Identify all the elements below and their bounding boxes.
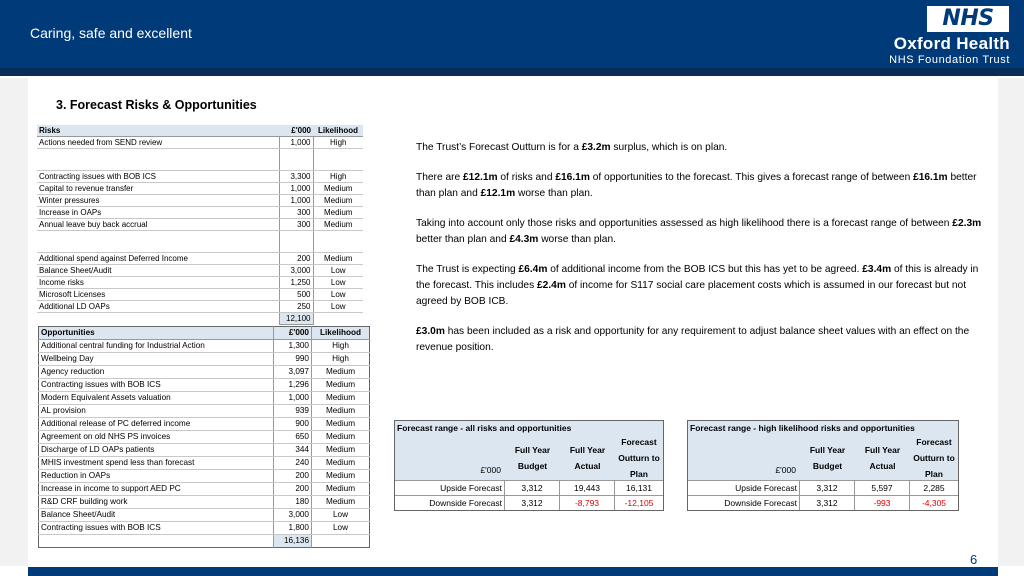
risk-likelihood: High [313, 137, 363, 149]
risks-header-likelihood: Likelihood [313, 125, 363, 137]
opportunity-value: 1,296 [274, 379, 312, 392]
forecast-outturn: -12,105 [624, 498, 654, 508]
table-row [39, 405, 370, 418]
opportunities-header-name: Opportunities [39, 327, 274, 340]
table-row [37, 253, 363, 265]
opportunities-total-row [39, 535, 370, 548]
table-row [37, 171, 363, 183]
risk-likelihood: Medium [313, 183, 363, 195]
risk-name: Contracting issues with BOB ICS [37, 171, 279, 183]
footer-bar [28, 567, 998, 576]
narrative-paragraph: The Trust is expecting £6.4m of additional income from the BOB ICS but this has yet to be agreed. £3.4m of this is already in the forecast. This includes £2.4m of income for S117 social care placement costs which is assumed in our forecast but not agreed by BOB ICB. [416, 264, 979, 307]
risk-likelihood: Medium [313, 195, 363, 207]
table-row [688, 495, 958, 510]
opportunity-value: 3,097 [274, 366, 312, 379]
forecast-all-unit: £'000 [480, 465, 501, 475]
forecast-row-label: Downside Forecast [395, 496, 505, 510]
table-row [37, 195, 363, 207]
opportunity-likelihood: Medium [312, 366, 370, 379]
opportunity-name: Increase in income to support AED PC [39, 483, 274, 496]
table-row [37, 289, 363, 301]
header-stripe [0, 68, 1024, 76]
opportunity-name: Agency reduction [39, 366, 274, 379]
risks-header-unit: £'000 [279, 125, 313, 137]
narrative-paragraph: Taking into account only those risks and opportunities assessed as high likelihood there is a forecast range of between £2.3m better than plan and £4.3m worse than plan. [416, 218, 982, 245]
forecast-row-label: Upside Forecast [395, 481, 505, 495]
opportunity-name: Wellbeing Day [39, 353, 274, 366]
risk-name: Winter pressures [37, 195, 279, 207]
table-row [37, 183, 363, 195]
risk-likelihood: High [313, 171, 363, 183]
table-row [39, 483, 370, 496]
narrative-paragraph: The Trust’s Forecast Outturn is for a £3.2m surplus, which is on plan. [416, 142, 728, 153]
opportunities-table [38, 326, 370, 548]
table-row [37, 207, 363, 219]
risk-name: Income risks [37, 277, 279, 289]
forecast-high-col-actual: Full Year Actual [864, 445, 901, 471]
opportunity-likelihood: High [312, 353, 370, 366]
table-row [37, 231, 363, 253]
opportunities-header-likelihood: Likelihood [312, 327, 370, 340]
table-row [37, 219, 363, 231]
risk-value: 1,250 [279, 277, 313, 289]
table-row [39, 496, 370, 509]
opportunity-likelihood: Low [312, 522, 370, 535]
forecast-high-col-outturn: Forecast Outturn to Plan [913, 437, 955, 479]
table-row [37, 277, 363, 289]
risk-likelihood [313, 149, 363, 171]
risk-value: 1,000 [279, 195, 313, 207]
opportunity-likelihood: Low [312, 509, 370, 522]
risk-name: Additional LD OAPs [37, 301, 279, 313]
opportunity-likelihood: Medium [312, 496, 370, 509]
org-name: Oxford Health [893, 34, 1010, 53]
opportunity-value: 939 [274, 405, 312, 418]
risk-likelihood: Low [313, 265, 363, 277]
opportunity-name: MHIS investment spend less than forecast [39, 457, 274, 470]
opportunity-value: 1,000 [274, 392, 312, 405]
risk-value: 250 [279, 301, 313, 313]
risk-likelihood: Medium [313, 253, 363, 265]
left-margin [0, 78, 28, 566]
opportunity-value: 1,300 [274, 340, 312, 353]
forecast-high-table [687, 420, 959, 511]
opportunity-likelihood: Medium [312, 470, 370, 483]
risk-likelihood: Low [313, 277, 363, 289]
table-row [37, 265, 363, 277]
risk-name [37, 231, 279, 253]
opportunity-likelihood: Medium [312, 431, 370, 444]
risk-value [279, 149, 313, 171]
opportunities-header-row [39, 327, 370, 340]
risk-value: 300 [279, 207, 313, 219]
risk-likelihood: Medium [313, 207, 363, 219]
narrative [416, 140, 986, 370]
forecast-high-header [688, 436, 958, 480]
opportunity-value: 240 [274, 457, 312, 470]
risk-value: 500 [279, 289, 313, 301]
opportunity-likelihood: Medium [312, 444, 370, 457]
opportunity-likelihood: High [312, 340, 370, 353]
opportunity-name: Reduction in OAPs [39, 470, 274, 483]
forecast-all-col-budget: Full Year Budget [514, 445, 551, 471]
table-row [39, 431, 370, 444]
forecast-high-col-budget: Full Year Budget [809, 445, 846, 471]
table-row [39, 444, 370, 457]
risk-name: Balance Sheet/Audit [37, 265, 279, 277]
opportunity-value: 650 [274, 431, 312, 444]
opportunity-name: Agreement on old NHS PS invoices [39, 431, 274, 444]
forecast-high-unit: £'000 [775, 465, 796, 475]
risk-likelihood: Low [313, 301, 363, 313]
risk-likelihood: Low [313, 289, 363, 301]
forecast-budget: 3,312 [505, 496, 560, 510]
forecast-all-col-actual: Full Year Actual [569, 445, 606, 471]
forecast-outturn: 16,131 [626, 483, 652, 493]
opportunity-name: AL provision [39, 405, 274, 418]
narrative-paragraph: £3.0m has been included as a risk and opportunity for any requirement to adjust balance sheet values with an effect on the revenue position. [416, 326, 970, 353]
risk-name: Annual leave buy back accrual [37, 219, 279, 231]
risk-value: 300 [279, 219, 313, 231]
opportunity-value: 900 [274, 418, 312, 431]
forecast-all-col-outturn: Forecast Outturn to Plan [618, 437, 660, 479]
opportunity-value: 180 [274, 496, 312, 509]
forecast-row-label: Downside Forecast [688, 496, 800, 510]
risks-total: 12,100 [279, 313, 313, 325]
opportunity-name: Modern Equivalent Assets valuation [39, 392, 274, 405]
forecast-budget: 3,312 [505, 481, 560, 495]
table-row [39, 392, 370, 405]
forecast-actual: 5,597 [855, 481, 910, 495]
forecast-actual: 19,443 [560, 481, 615, 495]
tagline: Caring, safe and excellent [30, 25, 192, 41]
table-row [395, 495, 663, 510]
risk-value [279, 231, 313, 253]
table-row [39, 340, 370, 353]
forecast-actual: -993 [855, 496, 910, 510]
table-row [39, 379, 370, 392]
forecast-all-table [394, 420, 664, 511]
forecast-budget: 3,312 [800, 481, 855, 495]
opportunity-name: Discharge of LD OAPs patients [39, 444, 274, 457]
table-row [39, 470, 370, 483]
opportunity-name: R&D CRF building work [39, 496, 274, 509]
forecast-all-title: Forecast range - all risks and opportunities [395, 421, 663, 436]
opportunity-name: Contracting issues with BOB ICS [39, 522, 274, 535]
opportunity-name: Additional release of PC deferred income [39, 418, 274, 431]
nhs-logo: NHS [927, 6, 1009, 32]
opportunities-header-unit: £'000 [274, 327, 312, 340]
forecast-outturn: 2,285 [923, 483, 945, 493]
risk-name: Increase in OAPs [37, 207, 279, 219]
forecast-outturn: -4,305 [921, 498, 947, 508]
risks-header-row [37, 125, 363, 137]
table-row [688, 480, 958, 495]
risk-value: 1,000 [279, 183, 313, 195]
forecast-row-label: Upside Forecast [688, 481, 800, 495]
table-row [37, 301, 363, 313]
table-row [39, 353, 370, 366]
table-row [395, 480, 663, 495]
risk-likelihood [313, 231, 363, 253]
opportunity-likelihood: Medium [312, 457, 370, 470]
table-row [37, 149, 363, 171]
risk-value: 3,300 [279, 171, 313, 183]
opportunities-total: 16,136 [274, 535, 312, 548]
opportunity-name: Contracting issues with BOB ICS [39, 379, 274, 392]
table-row [39, 457, 370, 470]
opportunity-value: 990 [274, 353, 312, 366]
risk-value: 1,000 [279, 137, 313, 149]
opportunity-value: 200 [274, 483, 312, 496]
forecast-high-title: Forecast range - high likelihood risks and opportunities [688, 421, 958, 436]
forecast-all-header [395, 436, 663, 480]
risk-name: Additional spend against Deferred Income [37, 253, 279, 265]
narrative-paragraph: There are £12.1m of risks and £16.1m of opportunities to the forecast. This gives a forecast range of between £16.1m better than plan and £12.1m worse than plan. [416, 172, 977, 199]
table-row [37, 137, 363, 149]
opportunity-value: 200 [274, 470, 312, 483]
forecast-actual: -8,793 [560, 496, 615, 510]
opportunity-likelihood: Medium [312, 405, 370, 418]
right-margin [998, 78, 1024, 566]
forecast-budget: 3,312 [800, 496, 855, 510]
table-row [39, 509, 370, 522]
risks-header-name: Risks [37, 125, 279, 137]
risk-name: Capital to revenue transfer [37, 183, 279, 195]
opportunity-likelihood: Medium [312, 379, 370, 392]
opportunity-value: 344 [274, 444, 312, 457]
opportunity-likelihood: Medium [312, 392, 370, 405]
page-number: 6 [970, 552, 978, 567]
opportunity-value: 3,000 [274, 509, 312, 522]
table-row [39, 366, 370, 379]
section-title: 3. Forecast Risks & Opportunities [56, 98, 257, 112]
risk-value: 200 [279, 253, 313, 265]
risk-likelihood: Medium [313, 219, 363, 231]
opportunity-value: 1,800 [274, 522, 312, 535]
table-row [39, 522, 370, 535]
table-row [39, 418, 370, 431]
risk-name [37, 149, 279, 171]
risk-name: Actions needed from SEND review [37, 137, 279, 149]
risk-value: 3,000 [279, 265, 313, 277]
opportunity-name: Balance Sheet/Audit [39, 509, 274, 522]
opportunity-name: Additional central funding for Industrial Action [39, 340, 274, 353]
risks-total-row [37, 313, 363, 325]
opportunity-likelihood: Medium [312, 483, 370, 496]
risks-table [37, 125, 363, 325]
risk-name: Microsoft Licenses [37, 289, 279, 301]
org-subtitle: NHS Foundation Trust [889, 54, 1010, 66]
opportunity-likelihood: Medium [312, 418, 370, 431]
